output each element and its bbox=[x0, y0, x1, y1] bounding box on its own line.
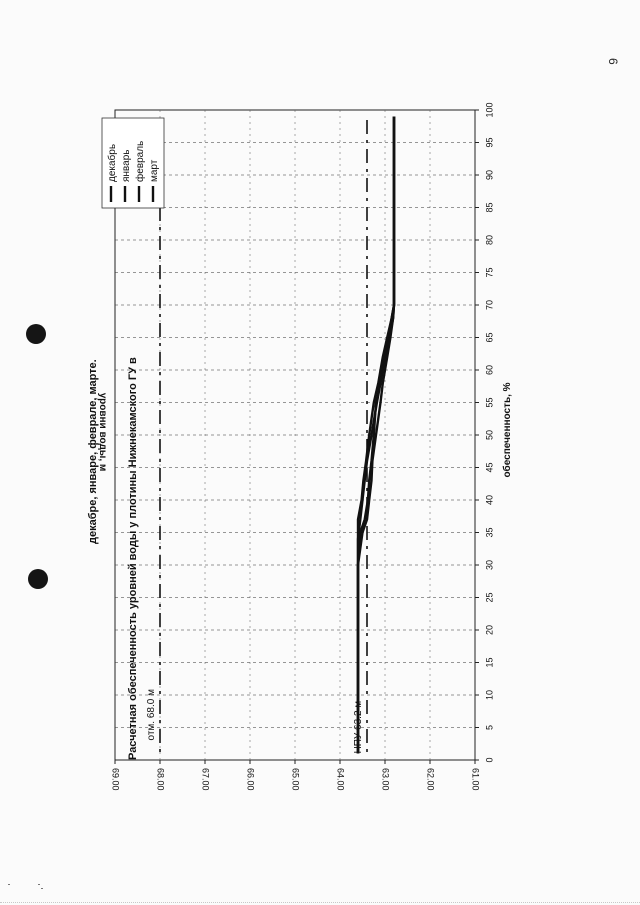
x-tick-label: 20 bbox=[484, 624, 495, 636]
x-tick-label: 25 bbox=[484, 592, 495, 603]
y-tick-label: 65.00 bbox=[290, 768, 301, 791]
x-tick-label: 35 bbox=[484, 527, 495, 538]
x-tick-label: 55 bbox=[484, 397, 495, 408]
chart-title-line: Расчетная обеспеченность уровней воды у плотины Нижнекамского ГУ в bbox=[127, 357, 139, 760]
x-tick-label: 10 bbox=[484, 689, 495, 701]
x-tick-label: 90 bbox=[484, 169, 495, 181]
x-tick-label: 100 bbox=[484, 102, 495, 118]
x-tick-label: 15 bbox=[484, 657, 495, 668]
legend-label: декабрь bbox=[107, 143, 118, 182]
x-tick-label: 40 bbox=[484, 494, 495, 506]
x-tick-label: 85 bbox=[484, 202, 495, 213]
y-tick-label: 62.00 bbox=[425, 768, 436, 791]
y-tick-label: 68.00 bbox=[155, 768, 166, 791]
legend-label: февраль bbox=[135, 140, 146, 182]
chart-title bbox=[87, 357, 139, 760]
x-tick-label: 45 bbox=[484, 462, 495, 473]
x-tick-label: 80 bbox=[484, 234, 495, 246]
legend bbox=[102, 118, 164, 208]
legend-label: март bbox=[149, 159, 160, 182]
chart-title-line: декабре, январе, феврале, марте. bbox=[87, 359, 99, 544]
page-number: 6 bbox=[606, 58, 620, 65]
reference-line-label: НПУ 63.2 м bbox=[353, 700, 364, 754]
y-tick-label: 64.00 bbox=[335, 768, 346, 791]
y-axis-ticks bbox=[111, 760, 481, 791]
legend-label: январь bbox=[121, 149, 132, 182]
x-tick-label: 70 bbox=[484, 299, 495, 311]
x-tick-label: 5 bbox=[484, 724, 495, 731]
y-tick-label: 63.00 bbox=[380, 768, 391, 791]
scan-mark bbox=[8, 884, 10, 885]
y-axis-label: уровни воды, м bbox=[97, 392, 108, 472]
y-tick-label: 61.00 bbox=[470, 768, 481, 791]
scan-mark bbox=[38, 884, 40, 885]
y-tick-label: 67.00 bbox=[200, 768, 211, 791]
grid bbox=[115, 110, 475, 760]
page-bottom-edge bbox=[0, 902, 640, 904]
x-tick-label: 50 bbox=[484, 429, 495, 441]
y-tick-label: 66.00 bbox=[245, 768, 256, 791]
x-tick-label: 0 bbox=[484, 757, 495, 763]
reference-line-label: отм. 68.0 м bbox=[146, 689, 157, 741]
x-tick-label: 75 bbox=[484, 267, 495, 278]
x-tick-label: 95 bbox=[484, 137, 495, 148]
x-axis-label: обеспеченность, % bbox=[502, 382, 513, 478]
x-tick-label: 65 bbox=[484, 332, 495, 343]
x-tick-label: 30 bbox=[484, 559, 495, 571]
y-tick-label: 69.00 bbox=[110, 768, 121, 791]
x-tick-label: 60 bbox=[484, 364, 495, 376]
scan-mark bbox=[41, 888, 43, 889]
x-axis-ticks bbox=[475, 102, 494, 762]
reference-lines bbox=[146, 120, 367, 754]
